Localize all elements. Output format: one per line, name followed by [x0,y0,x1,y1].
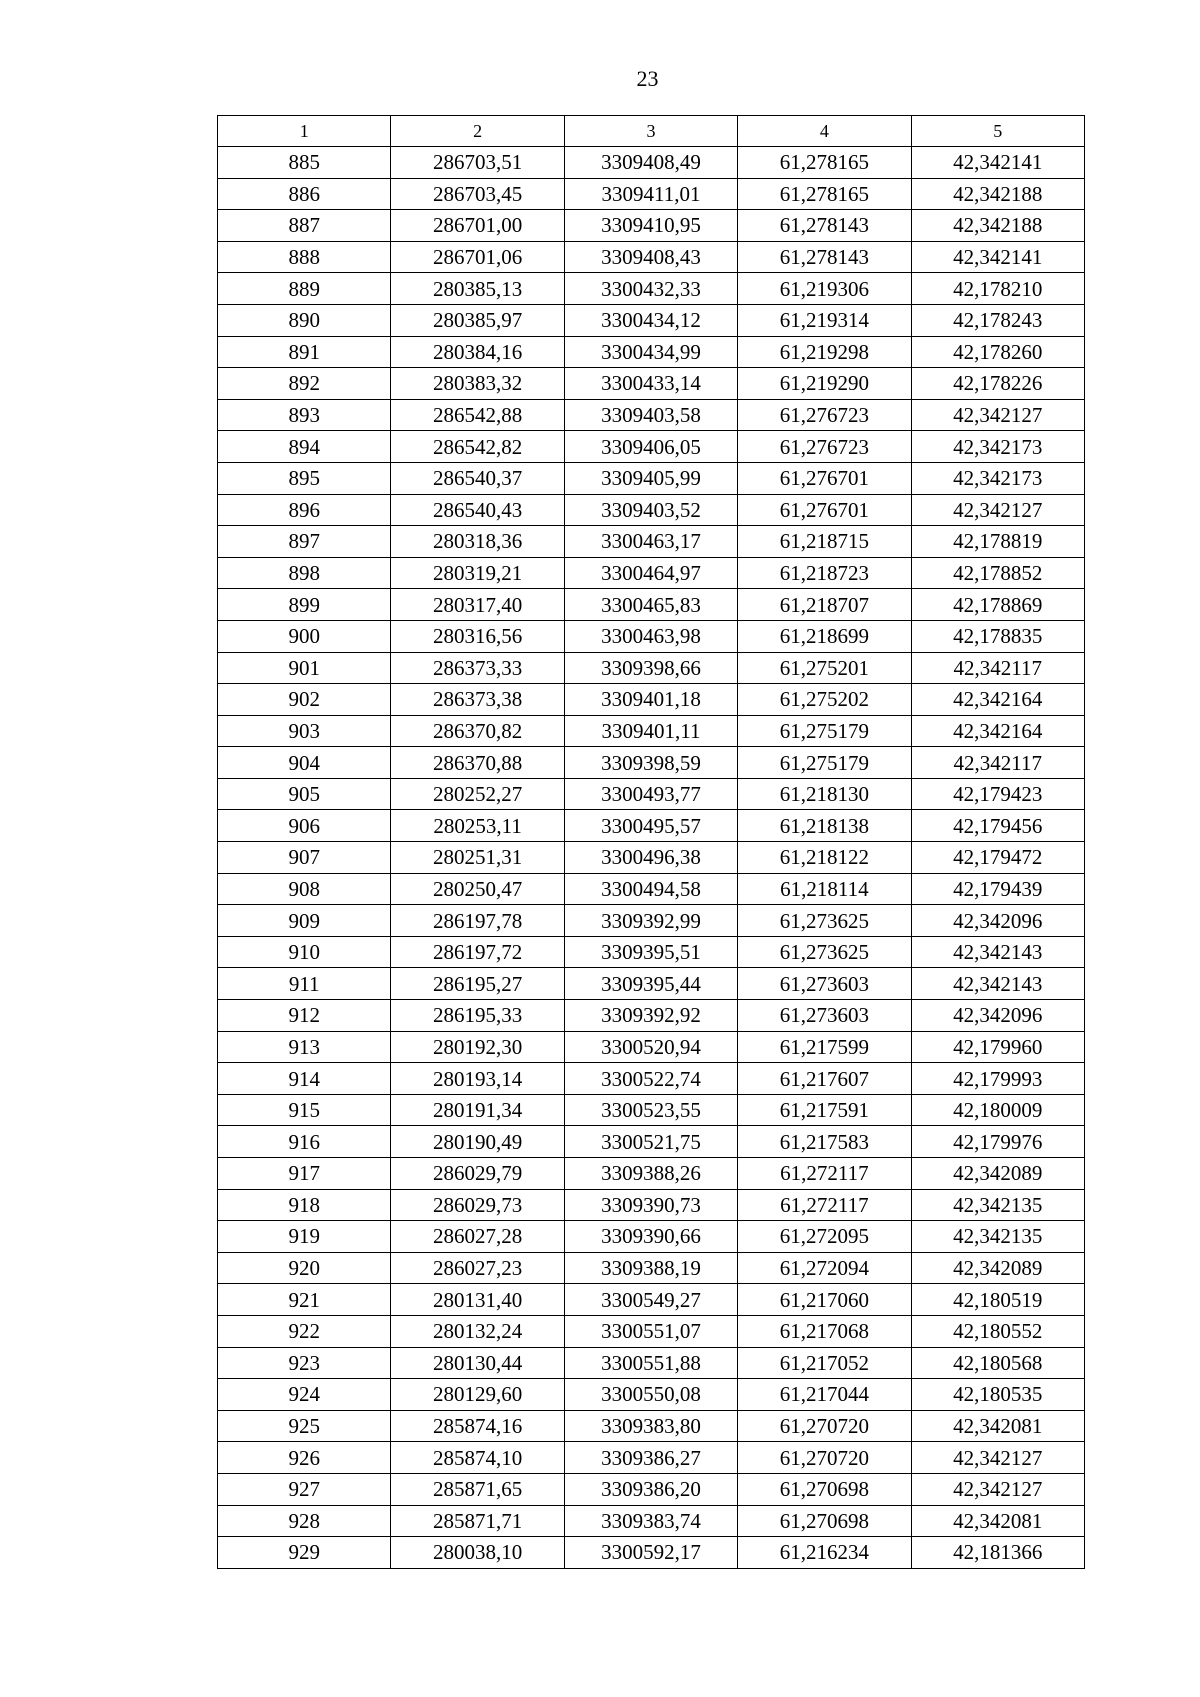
table-cell: 286370,88 [391,747,564,779]
table-cell: 916 [218,1126,391,1158]
table-cell: 61,217052 [738,1347,911,1379]
table-cell: 286542,82 [391,431,564,463]
table-row [218,715,1085,747]
table-cell: 898 [218,557,391,589]
table-cell: 280191,34 [391,1094,564,1126]
table-cell: 917 [218,1158,391,1190]
table-cell: 3309406,05 [564,431,737,463]
table-cell: 280384,16 [391,336,564,368]
table-cell: 42,179976 [911,1126,1084,1158]
table-cell: 61,216234 [738,1537,911,1569]
table-cell: 286542,88 [391,399,564,431]
table-cell: 3309401,18 [564,684,737,716]
table-cell: 3309403,58 [564,399,737,431]
table-cell: 3309392,99 [564,905,737,937]
table-row [218,778,1085,810]
table-cell: 42,342164 [911,684,1084,716]
table-cell: 906 [218,810,391,842]
table-cell: 3309403,52 [564,494,737,526]
table-cell: 286540,37 [391,462,564,494]
table-cell: 42,342173 [911,431,1084,463]
table-cell: 3309408,43 [564,241,737,273]
table-cell: 280130,44 [391,1347,564,1379]
table-cell: 3309395,51 [564,936,737,968]
table-cell: 891 [218,336,391,368]
table-cell: 42,178226 [911,368,1084,400]
table-cell: 286701,00 [391,210,564,242]
table-cell: 61,276723 [738,431,911,463]
table-cell: 61,276723 [738,399,911,431]
table-cell: 61,275201 [738,652,911,684]
table-cell: 285874,16 [391,1410,564,1442]
table-cell: 61,219290 [738,368,911,400]
table-cell: 280190,49 [391,1126,564,1158]
table-cell: 3309401,11 [564,715,737,747]
table-row [218,1063,1085,1095]
table-row [218,810,1085,842]
table-cell: 3300550,08 [564,1379,737,1411]
table-row [218,1189,1085,1221]
table-row [218,526,1085,558]
table-cell: 902 [218,684,391,716]
table-cell: 42,179960 [911,1031,1084,1063]
table-cell: 42,179439 [911,873,1084,905]
table-row [218,589,1085,621]
table-cell: 888 [218,241,391,273]
table-cell: 3309390,66 [564,1221,737,1253]
table-cell: 3300493,77 [564,778,737,810]
table-cell: 280383,32 [391,368,564,400]
table-cell: 3300434,12 [564,304,737,336]
table-cell: 61,217591 [738,1094,911,1126]
table-cell: 3309383,80 [564,1410,737,1442]
table-cell: 61,218114 [738,873,911,905]
table-cell: 3300496,38 [564,842,737,874]
table-cell: 3300494,58 [564,873,737,905]
table-row [218,842,1085,874]
table-cell: 42,342135 [911,1221,1084,1253]
table-cell: 286370,82 [391,715,564,747]
table-cell: 885 [218,147,391,179]
table-cell: 286373,33 [391,652,564,684]
table-cell: 42,342089 [911,1252,1084,1284]
table-cell: 42,342117 [911,652,1084,684]
table-cell: 280129,60 [391,1379,564,1411]
coordinates-table [217,115,1085,1569]
table-cell: 3309392,92 [564,1000,737,1032]
table-cell: 61,217044 [738,1379,911,1411]
table-cell: 42,342081 [911,1410,1084,1442]
table-row [218,1221,1085,1253]
table-cell: 61,272117 [738,1158,911,1190]
table-row [218,336,1085,368]
table-cell: 42,342141 [911,147,1084,179]
table-row [218,652,1085,684]
table-cell: 61,218122 [738,842,911,874]
table-cell: 42,342096 [911,905,1084,937]
table-cell: 900 [218,620,391,652]
table-cell: 920 [218,1252,391,1284]
table-cell: 61,217583 [738,1126,911,1158]
table-cell: 897 [218,526,391,558]
table-cell: 896 [218,494,391,526]
table-row [218,1284,1085,1316]
table-cell: 925 [218,1410,391,1442]
table-cell: 61,275179 [738,715,911,747]
table-cell: 42,180535 [911,1379,1084,1411]
table-cell: 3300465,83 [564,589,737,621]
table-cell: 42,181366 [911,1537,1084,1569]
table-cell: 61,219314 [738,304,911,336]
table-cell: 929 [218,1537,391,1569]
table-cell: 286703,51 [391,147,564,179]
table-cell: 3309410,95 [564,210,737,242]
table-cell: 286027,28 [391,1221,564,1253]
table-cell: 280252,27 [391,778,564,810]
table-cell: 42,178852 [911,557,1084,589]
table-cell: 61,278165 [738,178,911,210]
table-cell: 3300464,97 [564,557,737,589]
table-cell: 61,270698 [738,1505,911,1537]
table-cell: 928 [218,1505,391,1537]
table-row [218,1410,1085,1442]
table-row [218,368,1085,400]
table-cell: 61,217068 [738,1315,911,1347]
table-cell: 899 [218,589,391,621]
table-row [218,557,1085,589]
table-row [218,873,1085,905]
table-cell: 61,270720 [738,1410,911,1442]
table-cell: 3300495,57 [564,810,737,842]
table-cell: 923 [218,1347,391,1379]
table-cell: 280132,24 [391,1315,564,1347]
column-header: 2 [391,116,564,147]
table-cell: 286373,38 [391,684,564,716]
table-cell: 3309405,99 [564,462,737,494]
table-row [218,684,1085,716]
table-row [218,747,1085,779]
table-cell: 3309395,44 [564,968,737,1000]
table-row [218,1537,1085,1569]
table-cell: 3309386,27 [564,1442,737,1474]
table-cell: 895 [218,462,391,494]
table-cell: 61,278165 [738,147,911,179]
table-cell: 286195,33 [391,1000,564,1032]
table-cell: 61,273603 [738,1000,911,1032]
table-row [218,1442,1085,1474]
table-cell: 887 [218,210,391,242]
table-cell: 42,342117 [911,747,1084,779]
table-cell: 3309411,01 [564,178,737,210]
table-cell: 61,275179 [738,747,911,779]
table-cell: 42,342127 [911,399,1084,431]
table-cell: 910 [218,936,391,968]
table-cell: 3309408,49 [564,147,737,179]
table-cell: 3309388,19 [564,1252,737,1284]
table-cell: 909 [218,905,391,937]
table-cell: 912 [218,1000,391,1032]
table-cell: 3300463,98 [564,620,737,652]
table-row [218,273,1085,305]
table-cell: 61,276701 [738,494,911,526]
table-cell: 42,342164 [911,715,1084,747]
table-cell: 922 [218,1315,391,1347]
table-cell: 3300434,99 [564,336,737,368]
table-cell: 286195,27 [391,968,564,1000]
table-cell: 926 [218,1442,391,1474]
table-cell: 280192,30 [391,1031,564,1063]
table-cell: 886 [218,178,391,210]
table-cell: 280385,97 [391,304,564,336]
table-cell: 280317,40 [391,589,564,621]
table-cell: 61,217060 [738,1284,911,1316]
table-row [218,1347,1085,1379]
table-row [218,905,1085,937]
table-row [218,936,1085,968]
table-cell: 3300551,07 [564,1315,737,1347]
table-cell: 889 [218,273,391,305]
table-row [218,178,1085,210]
table-cell: 286540,43 [391,494,564,526]
table-cell: 286703,45 [391,178,564,210]
table-cell: 61,272117 [738,1189,911,1221]
table-cell: 3300520,94 [564,1031,737,1063]
table-cell: 918 [218,1189,391,1221]
table-cell: 913 [218,1031,391,1063]
table-cell: 921 [218,1284,391,1316]
table-cell: 3309398,66 [564,652,737,684]
table-cell: 901 [218,652,391,684]
table-cell: 905 [218,778,391,810]
table-cell: 286027,23 [391,1252,564,1284]
table-cell: 42,180009 [911,1094,1084,1126]
table-row [218,620,1085,652]
table-cell: 286701,06 [391,241,564,273]
table-cell: 927 [218,1473,391,1505]
table-cell: 907 [218,842,391,874]
table-header-row [218,116,1085,147]
table-cell: 280385,13 [391,273,564,305]
table-cell: 280131,40 [391,1284,564,1316]
table-row [218,1473,1085,1505]
table-row [218,462,1085,494]
table-cell: 61,218138 [738,810,911,842]
table-cell: 3300463,17 [564,526,737,558]
table-cell: 280316,56 [391,620,564,652]
table-cell: 61,217599 [738,1031,911,1063]
table-cell: 3300522,74 [564,1063,737,1095]
table-row [218,1379,1085,1411]
table-cell: 908 [218,873,391,905]
table-cell: 61,276701 [738,462,911,494]
table-cell: 42,342135 [911,1189,1084,1221]
table-cell: 286197,72 [391,936,564,968]
table-cell: 286029,79 [391,1158,564,1190]
table-cell: 42,180552 [911,1315,1084,1347]
table-row [218,431,1085,463]
table-cell: 42,342127 [911,1473,1084,1505]
table-cell: 904 [218,747,391,779]
table-row [218,968,1085,1000]
table-cell: 3309390,73 [564,1189,737,1221]
table-cell: 42,178835 [911,620,1084,652]
column-header: 1 [218,116,391,147]
table-cell: 280318,36 [391,526,564,558]
table-body [218,147,1085,1569]
table-cell: 61,218699 [738,620,911,652]
table-cell: 61,272095 [738,1221,911,1253]
table-cell: 903 [218,715,391,747]
table-cell: 61,218723 [738,557,911,589]
table-cell: 42,180519 [911,1284,1084,1316]
table-cell: 3300592,17 [564,1537,737,1569]
table-cell: 42,179993 [911,1063,1084,1095]
table-cell: 61,270720 [738,1442,911,1474]
table-cell: 42,178210 [911,273,1084,305]
table-cell: 42,180568 [911,1347,1084,1379]
table-row [218,1000,1085,1032]
table-cell: 61,219298 [738,336,911,368]
table-cell: 3309388,26 [564,1158,737,1190]
table-cell: 280250,47 [391,873,564,905]
table-cell: 61,218715 [738,526,911,558]
table-cell: 280038,10 [391,1537,564,1569]
table-cell: 285874,10 [391,1442,564,1474]
table-row [218,210,1085,242]
table-cell: 42,178869 [911,589,1084,621]
table-cell: 61,217607 [738,1063,911,1095]
table-cell: 892 [218,368,391,400]
table-cell: 285871,71 [391,1505,564,1537]
table-cell: 42,342089 [911,1158,1084,1190]
table-cell: 42,178819 [911,526,1084,558]
table-cell: 61,278143 [738,241,911,273]
table-cell: 286197,78 [391,905,564,937]
table-cell: 3300433,14 [564,368,737,400]
table-cell: 42,342143 [911,968,1084,1000]
table-row [218,399,1085,431]
table-cell: 61,275202 [738,684,911,716]
table-row [218,1094,1085,1126]
table-cell: 924 [218,1379,391,1411]
table-cell: 61,273603 [738,968,911,1000]
table-cell: 42,342188 [911,210,1084,242]
table-cell: 42,179472 [911,842,1084,874]
table-cell: 3300523,55 [564,1094,737,1126]
column-header: 5 [911,116,1084,147]
table-cell: 3300432,33 [564,273,737,305]
table-cell: 280193,14 [391,1063,564,1095]
table-cell: 915 [218,1094,391,1126]
table-cell: 42,179423 [911,778,1084,810]
table-row [218,494,1085,526]
table-row [218,1252,1085,1284]
table-cell: 42,342081 [911,1505,1084,1537]
table-cell: 3300549,27 [564,1284,737,1316]
table-cell: 919 [218,1221,391,1253]
table-cell: 286029,73 [391,1189,564,1221]
table-row [218,1158,1085,1190]
table-cell: 894 [218,431,391,463]
table-row [218,1126,1085,1158]
table-cell: 42,179456 [911,810,1084,842]
table-cell: 42,178243 [911,304,1084,336]
table-cell: 280251,31 [391,842,564,874]
table-cell: 42,342127 [911,494,1084,526]
table-cell: 42,342173 [911,462,1084,494]
table-cell: 42,178260 [911,336,1084,368]
column-header: 4 [738,116,911,147]
table-cell: 61,273625 [738,936,911,968]
table-cell: 61,218707 [738,589,911,621]
table-cell: 914 [218,1063,391,1095]
table-row [218,1505,1085,1537]
table-cell: 61,272094 [738,1252,911,1284]
table-cell: 285871,65 [391,1473,564,1505]
table-cell: 42,342188 [911,178,1084,210]
table-cell: 280319,21 [391,557,564,589]
column-header: 3 [564,116,737,147]
table-cell: 3309383,74 [564,1505,737,1537]
table-cell: 911 [218,968,391,1000]
table-row [218,241,1085,273]
table-cell: 42,342096 [911,1000,1084,1032]
table-row [218,1031,1085,1063]
table-cell: 61,273625 [738,905,911,937]
table-cell: 890 [218,304,391,336]
table-cell: 3309398,59 [564,747,737,779]
table-cell: 893 [218,399,391,431]
table-cell: 3300551,88 [564,1347,737,1379]
table-cell: 42,342127 [911,1442,1084,1474]
table-cell: 61,270698 [738,1473,911,1505]
table-cell: 280253,11 [391,810,564,842]
table-cell: 42,342143 [911,936,1084,968]
table-cell: 61,278143 [738,210,911,242]
table-cell: 61,218130 [738,778,911,810]
table-row [218,1315,1085,1347]
table-cell: 3300521,75 [564,1126,737,1158]
table-row [218,304,1085,336]
page-number: 23 [636,66,659,91]
table-row [218,147,1085,179]
table-cell: 61,219306 [738,273,911,305]
table-cell: 3309386,20 [564,1473,737,1505]
table-cell: 42,342141 [911,241,1084,273]
